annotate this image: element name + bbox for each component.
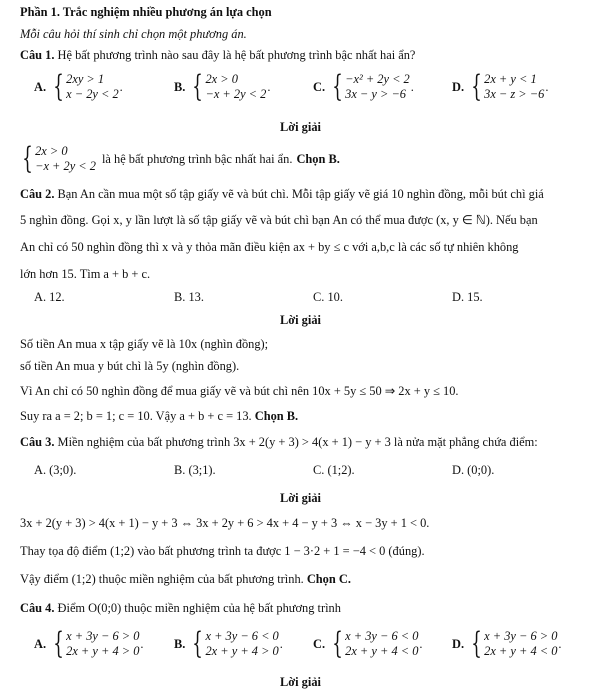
q1-solution-choice: Chọn B.: [296, 151, 340, 166]
q4-option-b-letter: B.: [174, 636, 186, 651]
q4-option-a: A. { x + 3y − 6 > 0 2x + y + 4 > 0 .: [34, 626, 144, 661]
q1-option-c-row2: 3x − y > −6: [345, 87, 407, 101]
solution-heading: Lời giải: [280, 313, 321, 327]
q4-option-d-row1: x + 3y − 6 > 0: [484, 629, 558, 643]
question-2: [20, 186, 544, 202]
question-4-text: Điểm O(0;0) thuộc miền nghiệm của hệ bất phương trình: [57, 601, 341, 615]
question-2-line4: lớn hơn 15. Tìm a + b + c.: [20, 267, 151, 281]
brace-icon: {: [192, 69, 204, 104]
question-1: [20, 47, 415, 63]
q3-solution-choice: Chọn C.: [306, 572, 351, 586]
section-title: Phần 1. Trắc nghiệm nhiều phương án lựa chọn: [20, 5, 272, 19]
brace-icon: {: [53, 626, 64, 661]
q2-option-a: A. 12.: [34, 290, 65, 304]
brace-icon: {: [22, 141, 33, 176]
q3-solution-text: Vậy điểm (1;2) thuộc miền nghiệm của bất phương trình.: [20, 572, 304, 586]
question-3-label: Câu 3.: [20, 435, 55, 449]
section-instruction: Mỗi câu hỏi thí sinh chỉ chọn một phương án.: [20, 27, 247, 41]
q4-option-c-row1: x + 3y − 6 < 0: [345, 629, 419, 643]
question-3: [20, 434, 538, 450]
q4-option-b-row2: 2x + y + 4 > 0: [205, 644, 279, 658]
q3-option-b: B. (3;1).: [174, 463, 216, 477]
solution-heading: Lời giải: [280, 491, 321, 505]
question-2-line1: Bạn An cần mua một số tập giấy vẽ và bút chì. Mỗi tập giấy vẽ giá 10 nghìn đồng, mỗi bút chì giá: [57, 187, 544, 201]
q1-option-a-letter: A.: [34, 79, 47, 94]
brace-icon: {: [332, 626, 343, 661]
q1-option-b: B. { 2x > 0 −x + 2y < 2 .: [174, 69, 271, 104]
q1-option-b-row2: −x + 2y < 2: [205, 87, 267, 101]
brace-icon: {: [332, 69, 343, 104]
solution-heading: Lời giải: [280, 675, 321, 689]
q2-option-d: D. 15.: [452, 290, 483, 304]
q4-option-d-letter: D.: [452, 636, 465, 651]
brace-icon: {: [471, 69, 482, 104]
q1-solution-row2: −x + 2y < 2: [35, 159, 96, 173]
q1-option-a-row1: 2xy > 1: [66, 72, 105, 86]
q4-option-b: B. { x + 3y − 6 < 0 2x + y + 4 > 0 .: [174, 626, 283, 661]
brace-icon: {: [471, 626, 482, 661]
question-2-line2: 5 nghìn đồng. Gọi x, y lần lượt là số tập giấy vẽ và bút chì bạn An có thể mua được (x, y ∈ ℕ). Nếu bạn: [20, 213, 538, 227]
q1-option-d-row1: 2x + y < 1: [484, 72, 537, 86]
q2-option-b: B. 13.: [174, 290, 204, 304]
brace-icon: {: [192, 626, 204, 661]
q4-option-c-letter: C.: [313, 636, 326, 651]
q4-option-a-row2: 2x + y + 4 > 0: [66, 644, 140, 658]
q1-option-d: D. { 2x + y < 1 3x − z > −6 .: [452, 69, 549, 104]
question-4: [20, 600, 341, 616]
q3-solution-line1: 3x + 2(y + 3) > 4(x + 1) − y + 3 ⇔ 3x + 2y + 6 > 4x + 4 − y + 3 ⇔ x − 3y + 1 < 0.: [20, 516, 430, 530]
q1-option-a: A. { 2xy > 1 x − 2y < 2 .: [34, 69, 123, 104]
q2-solution-text: Suy ra a = 2; b = 1; c = 10. Vậy a + b + c = 13.: [20, 409, 252, 423]
q4-option-a-letter: A.: [34, 636, 47, 651]
q1-solution: [18, 141, 340, 176]
q4-option-c: C. { x + 3y − 6 < 0 2x + y + 4 < 0 .: [313, 626, 423, 661]
q4-option-b-row1: x + 3y − 6 < 0: [205, 629, 279, 643]
brace-icon: {: [53, 69, 64, 104]
q1-option-c: C. { −x² + 2y < 2 3x − y > −6 .: [313, 69, 414, 104]
q1-option-b-row1: 2x > 0: [205, 72, 238, 86]
q3-option-a: A. (3;0).: [34, 463, 77, 477]
q3-solution-line3: [20, 571, 351, 587]
q1-option-a-row2: x − 2y < 2: [66, 87, 119, 101]
q1-option-d-row2: 3x − z > −6: [484, 87, 545, 101]
q2-option-c: C. 10.: [313, 290, 343, 304]
q2-solution-line4: [20, 408, 298, 424]
question-3-text: Miền nghiệm của bất phương trình 3x + 2(y + 3) > 4(x + 1) − y + 3 là nửa mặt phẳng chứa điểm:: [57, 435, 538, 449]
q4-option-c-row2: 2x + y + 4 < 0: [345, 644, 419, 658]
q1-solution-text: là hệ bất phương trình bậc nhất hai ẩn.: [101, 151, 293, 166]
q2-solution-choice: Chọn B.: [254, 409, 299, 423]
q1-solution-row1: 2x > 0: [35, 144, 68, 158]
q4-option-d: D. { x + 3y − 6 > 0 2x + y + 4 < 0 .: [452, 626, 562, 661]
q3-solution-line2: Thay tọa độ điểm (1;2) vào bất phương trình ta được 1 − 3·2 + 1 = −4 < 0 (đúng).: [20, 544, 425, 558]
q3-option-d: D. (0;0).: [452, 463, 495, 477]
q4-option-d-row2: 2x + y + 4 < 0: [484, 644, 558, 658]
q2-solution-line3: Vì An chỉ có 50 nghìn đồng để mua giấy vẽ và bút chì nên 10x + 5y ≤ 50 ⇒ 2x + y ≤ 10.: [20, 384, 459, 398]
question-1-text: Hệ bất phương trình nào sau đây là hệ bất phương trình bậc nhất hai ẩn?: [57, 48, 416, 62]
question-2-line3: An chỉ có 50 nghìn đồng thì x và y thỏa mãn điều kiện ax + by ≤ c với a,b,c là các số tự nhiên không: [20, 240, 519, 254]
question-4-label: Câu 4.: [20, 601, 55, 615]
q1-option-d-letter: D.: [452, 79, 465, 94]
q2-solution-line1: Số tiền An mua x tập giấy vẽ là 10x (nghìn đồng);: [20, 337, 269, 351]
solution-heading: Lời giải: [280, 120, 321, 134]
question-2-label: Câu 2.: [20, 187, 55, 201]
question-1-label: Câu 1.: [20, 48, 55, 62]
q3-option-c: C. (1;2).: [313, 463, 355, 477]
q4-option-a-row1: x + 3y − 6 > 0: [66, 629, 140, 643]
q1-option-c-row1: −x² + 2y < 2: [345, 72, 410, 86]
q2-solution-line2: số tiền An mua y bút chì là 5y (nghìn đồng).: [20, 359, 240, 373]
q1-option-b-letter: B.: [174, 79, 186, 94]
q1-option-c-letter: C.: [313, 79, 326, 94]
